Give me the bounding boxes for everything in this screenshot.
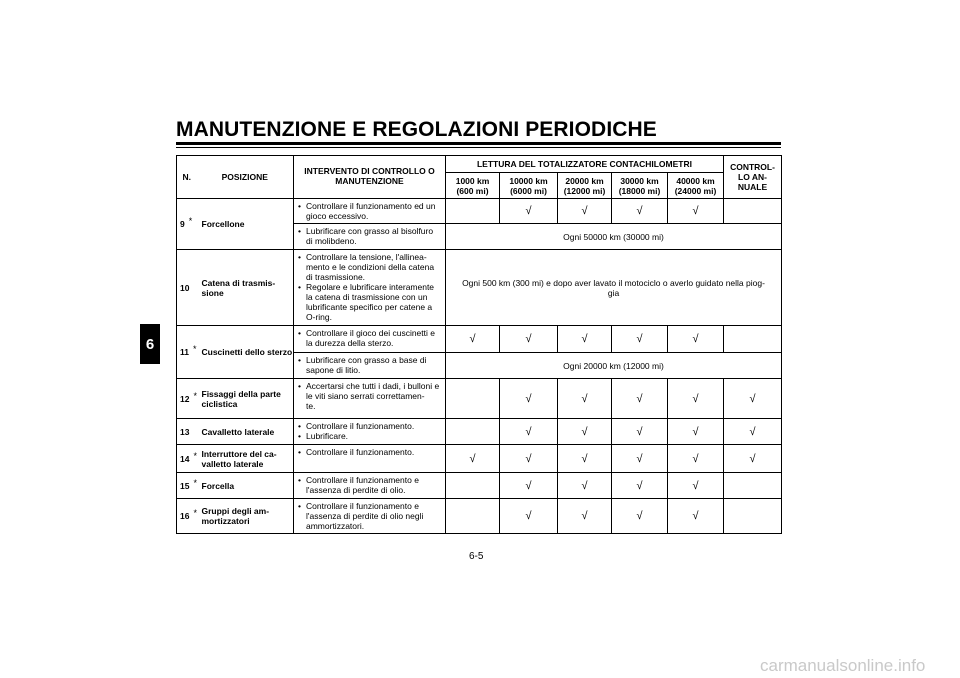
check-mark: √ [558,445,612,473]
empty-cell [724,473,782,499]
empty-cell [724,499,782,534]
row-position: Interruttore del ca- valletto laterale [197,445,294,473]
title-rule-thin [176,147,781,148]
interval-note: Ogni 500 km (300 mi) e dopo aver lavato il motociclo o averlo guidato nella piog- gia [446,250,782,326]
asterisk-mark: * [193,390,197,401]
row-position: Forcella [197,473,294,499]
empty-cell [446,499,500,534]
header-num: N. [177,156,197,199]
asterisk-mark: * [193,450,197,461]
check-mark: √ [500,419,558,445]
asterisk-mark: * [188,216,193,226]
check-mark: √ [668,199,724,224]
empty-cell [446,199,500,224]
check-mark: √ [724,445,782,473]
maintenance-table [176,155,782,534]
check-mark: √ [558,199,612,224]
row-number [177,379,197,419]
row-actions [294,499,446,534]
action-list [297,252,442,322]
check-mark: √ [668,326,724,353]
row-position: Fissaggi della parte ciclistica [197,379,294,419]
row-number-text: 16 [180,511,190,521]
check-mark: √ [612,379,668,419]
check-mark: √ [500,199,558,224]
action-list [297,201,442,221]
action-list [297,381,442,411]
check-mark: √ [724,379,782,419]
interval-km: 20000 km [565,175,604,186]
check-mark: √ [612,199,668,224]
action-item: • Controllare il funzionamento e l'assenza di perdite di olio. [297,475,442,495]
row-actions [294,353,446,379]
row-position: Forcellone [197,199,294,250]
table-row [177,473,782,499]
table-row [177,445,782,473]
row-position: Gruppi degli am- mortizzatori [197,499,294,534]
watermark-text: carmanualsonline.info [760,656,926,675]
header-interval [500,173,558,199]
interval-note: Ogni 50000 km (30000 mi) [446,224,782,250]
table-row [177,499,782,534]
interval-km: 1000 km [455,175,490,186]
check-mark: √ [668,473,724,499]
action-list [297,447,442,457]
check-mark: √ [612,473,668,499]
interval-mi: (600 mi) [456,185,489,196]
asterisk-mark: * [193,344,197,354]
check-mark: √ [668,419,724,445]
interval-note: Ogni 20000 km (12000 mi) [446,353,782,379]
header-interval [446,173,500,199]
table-row [177,250,782,326]
action-item: • Controllare il funzionamento. [297,447,442,457]
empty-cell [446,379,500,419]
row-number [177,419,197,445]
check-mark: √ [500,326,558,353]
row-number-text: 13 [180,426,190,437]
header-interval [668,173,724,199]
table-row [177,326,782,353]
row-actions [294,445,446,473]
header-odometer: LETTURA DEL TOTALIZZATORE CONTACHILOMETRI [446,156,724,173]
row-number-text: 10 [180,282,190,293]
action-list [297,501,442,531]
header-annual-check: CONTROL- LO AN- NUALE [724,156,782,199]
header-position: POSIZIONE [197,156,294,199]
check-mark: √ [558,326,612,353]
action-item: • Lubrificare con grasso a base di sapone di litio. [297,355,442,375]
action-item: • Controllare il funzionamento ed un gioco eccessivo. [297,201,442,221]
interval-km: 40000 km [676,175,715,186]
table-row [177,419,782,445]
check-mark: √ [500,499,558,534]
chapter-tab: 6 [140,324,160,364]
header-intervention: INTERVENTO DI CONTROLLO O MANUTENZIONE [294,156,446,199]
row-number-text: 9 [180,219,185,229]
row-actions [294,379,446,419]
action-list [297,226,442,246]
row-actions [294,199,446,224]
empty-cell [724,199,782,224]
row-number [177,250,197,326]
row-actions [294,473,446,499]
action-list [297,355,442,375]
check-mark: √ [668,499,724,534]
asterisk-mark: * [193,477,197,488]
interval-mi: (6000 mi) [510,185,547,196]
check-mark: √ [612,419,668,445]
check-mark: √ [612,326,668,353]
row-position: Cuscinetti dello sterzo [197,326,294,379]
header-interval [558,173,612,199]
row-number-text: 14 [180,453,190,464]
check-mark: √ [668,445,724,473]
check-mark: √ [446,445,500,473]
check-mark: √ [500,445,558,473]
table-row [177,379,782,419]
interval-km: 30000 km [620,175,659,186]
row-number [177,473,197,499]
row-actions [294,250,446,326]
row-number [177,499,197,534]
row-number [177,326,197,379]
title-rule [176,142,781,145]
page-number: 6-5 [469,551,484,562]
row-number [177,199,197,250]
check-mark: √ [500,379,558,419]
action-list [297,328,442,348]
check-mark: √ [558,499,612,534]
empty-cell [446,419,500,445]
action-item: • Controllare la tensione, l'allinea- mento e le condizioni della catena di trasmissione. [297,252,442,282]
check-mark: √ [724,419,782,445]
check-mark: √ [558,379,612,419]
action-item: • Controllare il funzionamento. [297,421,442,431]
interval-mi: (24000 mi) [674,185,717,196]
table-row [177,199,782,224]
row-number-text: 15 [180,480,190,491]
check-mark: √ [612,499,668,534]
table-body [177,199,782,534]
action-item: • Accertarsi che tutti i dadi, i bulloni e le viti siano serrati correttamen- te. [297,381,442,411]
asterisk-mark: * [193,508,197,518]
check-mark: √ [500,473,558,499]
row-actions [294,326,446,353]
action-item: • Controllare il gioco dei cuscinetti e la durezza della sterzo. [297,328,442,348]
action-list [297,475,442,495]
check-mark: √ [668,379,724,419]
empty-cell [724,326,782,353]
row-number-text: 12 [180,393,190,404]
check-mark: √ [558,419,612,445]
action-item: • Lubrificare con grasso al bisolfuro di molibdeno. [297,226,442,246]
action-item: • Regolare e lubrificare interamente la catena di trasmissione con un lubrificante specifico per catene a O-ring. [297,282,442,322]
row-position: Cavalletto laterale [197,419,294,445]
check-mark: √ [446,326,500,353]
action-item: • Lubrificare. [297,431,442,441]
page-title: MANUTENZIONE E REGOLAZIONI PERIODICHE [176,118,657,141]
row-actions [294,419,446,445]
action-list [297,421,442,441]
interval-mi: (18000 mi) [618,185,661,196]
empty-cell [446,473,500,499]
row-number [177,445,197,473]
check-mark: √ [558,473,612,499]
action-item: • Controllare il funzionamento e l'assenza di perdite di olio negli ammortizzatori. [297,501,442,531]
row-actions [294,224,446,250]
row-number-text: 11 [180,347,189,357]
check-mark: √ [612,445,668,473]
row-position: Catena di trasmis- sione [197,250,294,326]
interval-mi: (12000 mi) [563,185,606,196]
header-row-main [177,156,782,173]
interval-km: 10000 km [509,175,548,186]
header-interval [612,173,668,199]
